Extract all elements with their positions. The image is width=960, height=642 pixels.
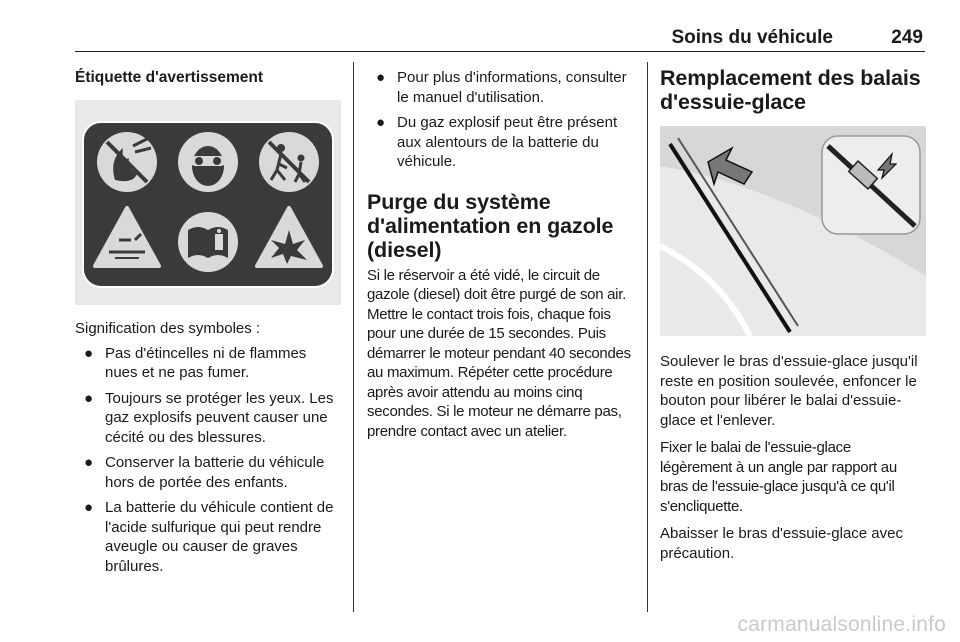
list-item: ● Pas d'étincelles ni de flammes nues et ne pas fumer. xyxy=(84,344,307,381)
diesel-purge-body: Si le réservoir a été vidé, le circuit de gazole (diesel) doit être purgé de son air. Mettre le contact trois fois, chaque fois pour une durée de 15 secondes. Puis démarrer le moteur pendant 40 secondes au maximum. Répéter cette procédure après avoir attendu au moins cinq secondes. Si le moteur ne démarre pas, prendre contact avec un atelier. xyxy=(367,266,631,440)
no-flame-icon xyxy=(97,132,157,192)
column-diesel-purge xyxy=(367,62,635,446)
bullet-icon: ● xyxy=(376,69,386,86)
read-manual-icon xyxy=(178,212,238,272)
bullet-icon: ● xyxy=(84,454,94,471)
bullet-icon: ● xyxy=(84,389,94,407)
symbols-list xyxy=(75,344,341,577)
wiper-step-2: Fixer le balai de l'essuie-glace légèrement à un angle par rapport au bras de l'essuie-glace jusqu'à ce qu'il s'encliquette. xyxy=(660,439,897,515)
column-divider xyxy=(647,62,648,612)
page-header xyxy=(75,0,925,52)
wiper-step-3: Abaisser le bras d'essuie-glace avec précaution. xyxy=(660,525,903,562)
column-wiper-replacement xyxy=(660,62,926,568)
wiper-step-1: Soulever le bras d'essuie-glace jusqu'il reste en position soulevée, enfoncer le bouton pour libérer le balai d'essuie-glace et l'enlever. xyxy=(660,353,918,429)
info-list xyxy=(367,68,635,172)
section-title: Soins du véhicule xyxy=(671,27,833,48)
diesel-purge-heading: Purge du système d'alimentation en gazole (diesel) xyxy=(367,189,614,262)
bullet-icon: ● xyxy=(84,344,94,362)
list-item: ● Du gaz explosif peut être présent aux alentours de la batterie du véhicule. xyxy=(376,114,618,170)
warning-label-heading: Étiquette d'avertissement xyxy=(75,69,264,86)
warning-label-figure xyxy=(75,100,341,305)
page-number: 249 xyxy=(891,27,923,48)
keep-away-children-icon xyxy=(259,132,319,192)
eye-protection-icon xyxy=(178,132,238,192)
bullet-icon: ● xyxy=(376,114,386,131)
column-divider xyxy=(353,62,354,612)
bullet-icon: ● xyxy=(84,499,94,516)
list-item: ● Pour plus d'informations, consulter le manuel d'utilisation. xyxy=(376,69,627,106)
list-item: ● La batterie du véhicule contient de l'acide sulfurique qui peut rendre aveugle ou causer de graves brûlures. xyxy=(84,499,334,575)
symbols-intro: Signification des symboles : xyxy=(75,320,261,337)
list-item: ● Conserver la batterie du véhicule hors de portée des enfants. xyxy=(84,454,325,491)
list-item: ● Toujours se protéger les yeux. Les gaz explosifs peuvent causer une cécité ou des blessures. xyxy=(84,389,334,446)
wiper-figure xyxy=(660,126,926,336)
wiper-heading: Remplacement des balais d'essuie-glace xyxy=(660,66,921,114)
column-warning-label xyxy=(75,62,341,582)
watermark-url: carmanualsonline.info xyxy=(737,613,946,636)
